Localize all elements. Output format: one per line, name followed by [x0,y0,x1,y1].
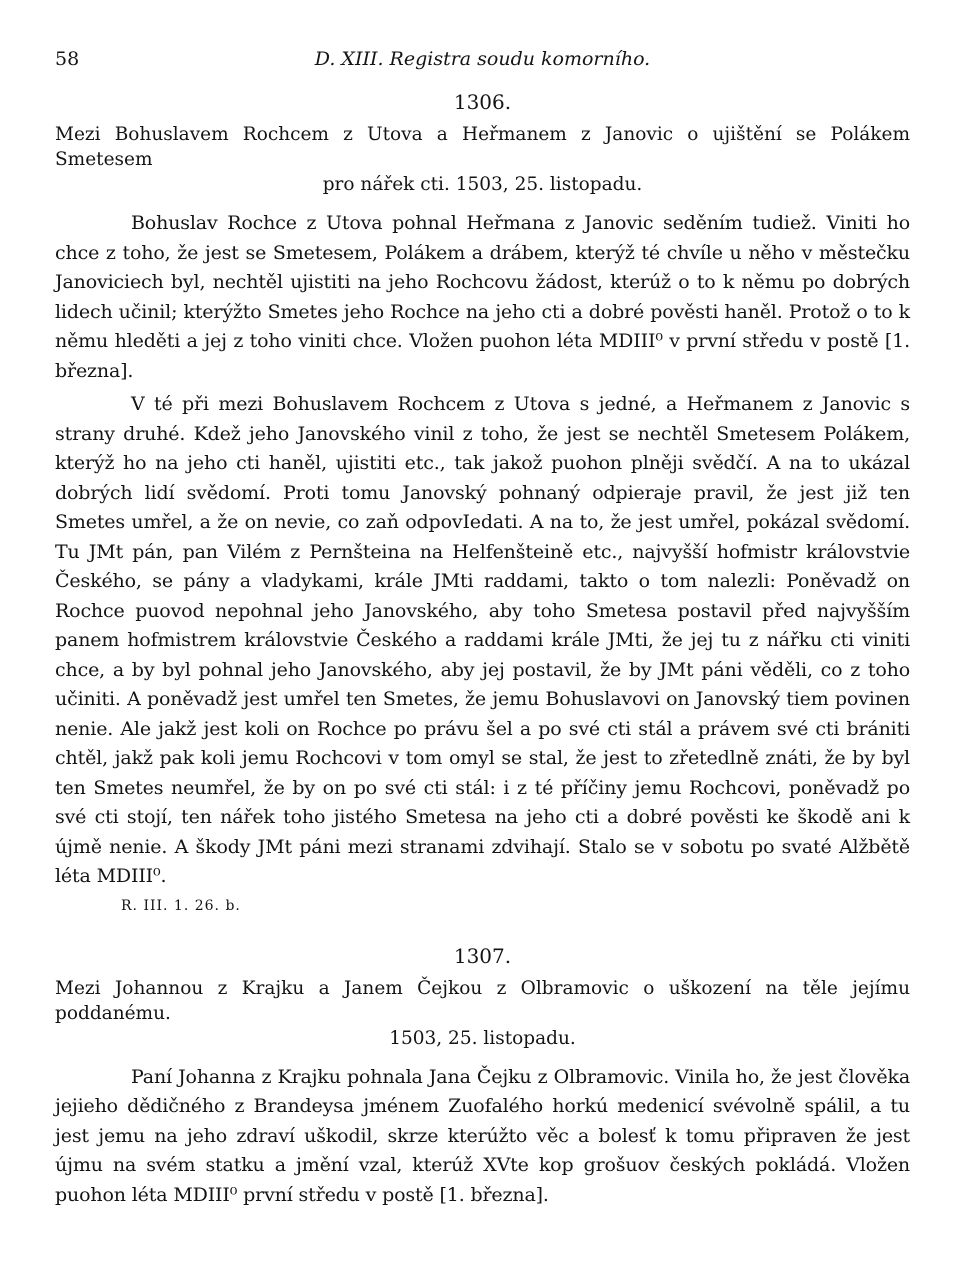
document-1306 [55,90,910,914]
regest-line: Mezi Johannou z Krajku a Janem Čejkou z Olbramovic o uškození na těle jejímu poddanému. [55,977,910,1024]
body-paragraph: Bohuslav Rochce z Utova pohnal Heřmana z Janovic seděním tudiež. Viniti ho chce z toho, že jest se Smetesem, Polákem a drábem, kterýž té chvíle u něho v městečku Janoviciech byl, nechtěl ujistiti na jeho Rochcovu žádost, kterúž o to k němu po dobrých lidech učinil; kterýžto Smetes jeho Rochce na jeho cti a dobré pověsti haněl. Protož o to k němu hleděti a jej z toho viniti chce. Vložen puohon léta MDIII⁰ v první středu v postě [1. března]. [55,212,910,382]
page [55,40,910,1210]
regest [55,122,910,197]
body-paragraph: Paní Johanna z Krajku pohnala Jana Čejku z Olbramovic. Vinila ho, že jest člověka jejieho dědičného z Brandeysa jménem Zuofalého horkú medenicí svévolně spálil, a tu jest jemu na jeho zdraví uškodil, skrze kterúžto věc a bolesť k tomu připraven že jest újmu na svém statku a jmění vzal, kterúž XVte kop grošuov českých pokládá. Vložen puohon léta MDIII⁰ první středu v postě [1. března]. [55,1065,910,1206]
regest-line: Mezi Bohuslavem Rochcem z Utova a Heřmanem z Janovic o ujištění se Polákem Smetesem [55,124,910,170]
page-number: 58 [55,48,80,70]
running-head [55,40,910,80]
source-reference: R. III. 1. 26. b. [121,897,241,914]
document-1307 [55,944,910,1211]
regest-line: 1503, 25. listopadu. [389,1027,576,1049]
regest-line: pro nářek cti. 1503, 25. listopadu. [322,174,643,195]
document-number: 1307. [453,943,512,968]
regest [55,976,910,1051]
body-paragraph: V té při mezi Bohuslavem Rochcem z Utova s jedné, a Heřmanem z Janovic s strany druhé. Kdež jeho Janovského vinil z toho, že jest se nechtěl Smetesem Polákem, kterýž ho na jeho cti haněl, ujistiti etc., tak jakož puohon plněji svědčí. A na to ukázal dobrých lidí svědomí. Proti tomu Janovský pohnaný odpieraje pravil, že jest již ten Smetes umřel, a že on nevie, co zaň odpovIedati. A na to, že jest umřel, pokázal svědomí. Tu JMt pán, pan Vilém z Pernšteina na Helfenšteině etc., najvyšší hofmistr královstvie Českého, se pány a vladykami, krále JMti raddami, takto o tom nalezli: Poněvadž on Rochce puovod nepohnal jeho Janovského, aby toho Smetesa postavil před najvyšším panem hofmistrem královstvie Českého a raddami krále JMti, že jej tu z nářku cti viniti chce, a by byl pohnal jeho Janovského, aby jej postavil, že by JMt páni věděli, co z toho učiniti. A poněvadž jest umřel ten Smetes, že jemu Bohuslavovi on Janovský tiem povinen nenie. Ale jakž jest koli on Rochce po právu šel a po své cti stál a právem své cti brániti chtěl, jakž pak koli jemu Rochcovi v tom omyl se stal, že jest to zřetedlně znáti, že by byl ten Smetes neumřel, že by on po své cti stál: i z té příčiny jemu Rochcovi, poněvadž po své cti stojí, ten nářek toho jistého Smetesa na jeho cti a dobré pověsti ke škodě ani k újmě nenie. A škody JMt páni mezi stranami zdvihají. Stalo se v sobotu po svaté Alžbětě léta MDIII⁰. [55,393,910,887]
running-title: D. XIII. Registra soudu komorního. [314,48,651,70]
document-number: 1306. [453,90,512,114]
